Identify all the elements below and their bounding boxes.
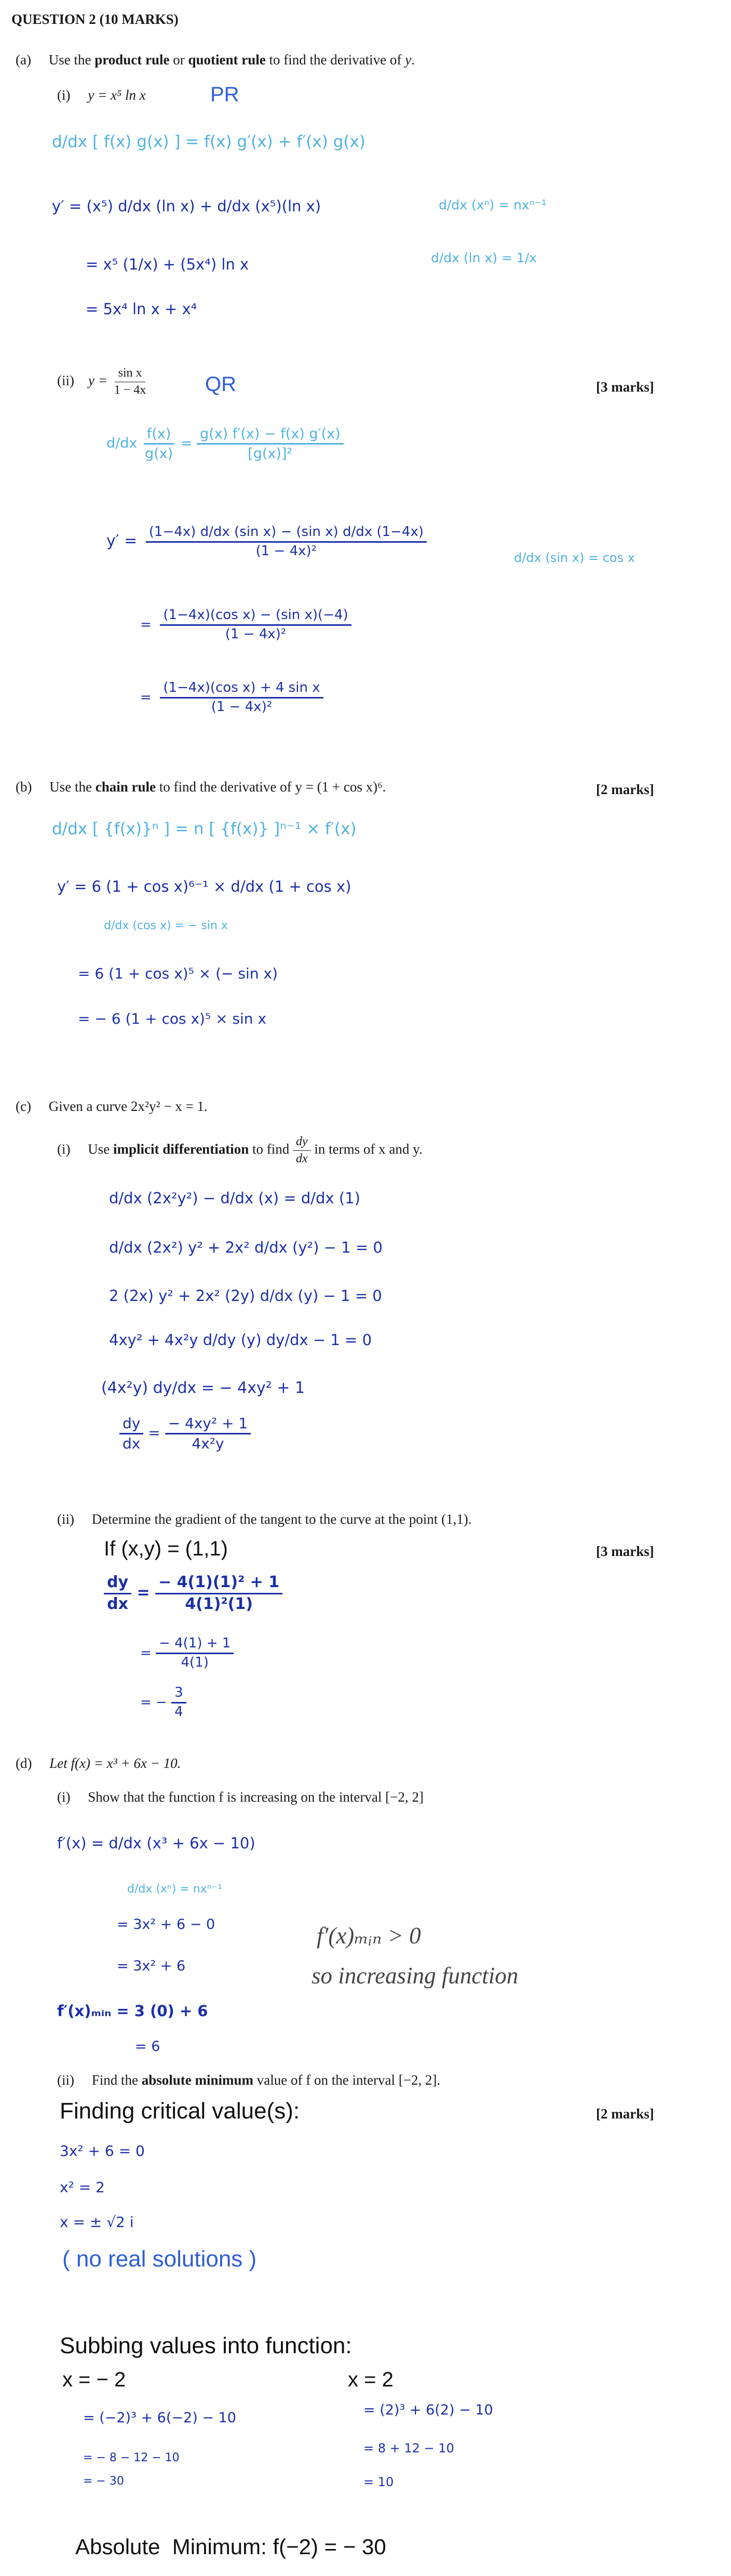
- a-ii-step-2: = $\frac{\text{(1−4x)(cos x) − (sin x)(−4)}}{\text{(1 − 4x)²}}$: [140, 608, 351, 642]
- d-i-conclusion-1: f′(x)ₘᵢₙ > 0: [317, 1923, 421, 1949]
- left-step-1: = (−2)³ + 6(−2) − 10: [83, 2410, 236, 2426]
- d-i-step-4: f′(x)ₘᵢₙ = 3 (0) + 6: [57, 2002, 208, 2020]
- d-i-step-1: f′(x) = d/dx (x³ + 6x − 10): [57, 1834, 255, 1852]
- log-rule-note: d/dx (ln x) = 1/x: [431, 250, 537, 265]
- left-step-2: = − 8 − 12 − 10: [83, 2451, 180, 2464]
- c-ii-step-2: = $\frac{- 4(1) + 1}{4(1)}$: [140, 1636, 234, 1671]
- cos-derivative-note: d/dx (cos x) = − sin x: [104, 919, 228, 932]
- crit-step-1: 3x² + 6 = 0: [60, 2142, 145, 2159]
- left-step-3: = − 30: [83, 2475, 124, 2488]
- page-title: QUESTION 2 (10 MARKS): [11, 11, 179, 27]
- quotient-rule-formula: d/dx $\frac{f(x)}{g(x)}$ = $\frac{g(x) f'(x) - f(x) g'(x)}{\text{[g(x)]²}}$: [106, 426, 344, 462]
- d-i-step-2: = 3x² + 6 − 0: [117, 1916, 215, 1933]
- right-step-1: = (2)³ + 6(2) − 10: [363, 2402, 493, 2418]
- c-ii-given: If (x,y) = (1,1): [104, 1537, 228, 1560]
- left-x-value: x = − 2: [62, 2368, 126, 2391]
- a-i-step-1: y′ = (x⁵) d/dx (ln x) + d/dx (x⁵)(ln x): [52, 197, 321, 215]
- part-b-intro: (b) Use the chain rule to find the derivative of y = (1 + cos x)⁶.: [16, 779, 386, 795]
- right-x-value: x = 2: [348, 2368, 394, 2391]
- b-marks: [2 marks]: [596, 782, 654, 797]
- part-a-ii-question: (ii) y = $\frac{\text{sin x}}{1 - 4x}$: [57, 366, 149, 397]
- c-ii-step-3: = − $\frac{3}{4}$: [140, 1685, 186, 1720]
- d-ii-marks: [2 marks]: [596, 2106, 654, 2122]
- chain-rule-formula: d/dx [ {f(x)}ⁿ ] = n [ {f(x)} ]ⁿ⁻¹ × f′(x): [52, 820, 357, 838]
- part-c-intro: (c) Given a curve 2x²y² − x = 1.: [16, 1098, 208, 1114]
- product-rule-tag: PR: [210, 83, 239, 106]
- a-ii-step-1: y′ = $\frac{\text{(1−4x) d/dx (sin x) − (sin x) d/dx (1−4x)}}{\text{(1 − 4x)²}}$: [106, 525, 427, 559]
- critical-values-heading: Finding critical value(s):: [60, 2098, 300, 2124]
- part-c-ii-question: (ii) Determine the gradient of the tangent to the curve at the point (1,1).: [57, 1511, 472, 1527]
- c-ii-marks: [3 marks]: [596, 1544, 654, 1559]
- part-a-intro: (a) Use the product rule or quotient rule to find the derivative of y.: [16, 52, 415, 68]
- a-ii-question-fraction: $\frac{\text{sin x}}{1 - 4x}$: [114, 366, 146, 397]
- right-step-2: = 8 + 12 − 10: [363, 2441, 454, 2456]
- part-d-ii-question: (ii) Find the absolute minimum value of f on the interval [−2, 2].: [57, 2072, 441, 2088]
- c-i-step-1: d/dx (2x²y²) − d/dx (x) = d/dx (1): [109, 1189, 360, 1207]
- no-real-solutions-note: ( no real solutions ): [62, 2246, 257, 2272]
- c-i-step-2: d/dx (2x²) y² + 2x² d/dx (y²) − 1 = 0: [109, 1239, 383, 1256]
- a-i-step-2: = x⁵ (1/x) + (5x⁴) ln x: [86, 256, 249, 273]
- part-a-i-question: (i) y = x⁵ ln x: [57, 87, 146, 103]
- sin-derivative-note: d/dx (sin x) = cos x: [514, 551, 635, 565]
- part-d-intro: (d) Let f(x) = x³ + 6x − 10.: [16, 1755, 181, 1771]
- b-step-1: y′ = 6 (1 + cos x)⁶⁻¹ × d/dx (1 + cos x): [57, 878, 351, 895]
- d-i-step-3: = 3x² + 6: [117, 1958, 186, 1974]
- d-power-rule-note: d/dx (xⁿ) = nxⁿ⁻¹: [127, 1883, 222, 1896]
- d-i-conclusion-2: so increasing function: [312, 1963, 519, 1989]
- c-i-step-6: $\frac{dy}{dx}$ = $\frac{\text{− 4xy² + 1}}{\text{4x²y}}$: [119, 1415, 251, 1452]
- right-step-3: = 10: [363, 2475, 394, 2489]
- power-rule-note: d/dx (xⁿ) = nxⁿ⁻¹: [439, 197, 547, 212]
- d-i-step-5: = 6: [135, 2038, 160, 2055]
- product-rule-formula: d/dx [ f(x) g(x) ] = f(x) g′(x) + f′(x) g(x): [52, 132, 366, 151]
- c-i-step-4: 4xy² + 4x²y d/dy (y) dy/dx − 1 = 0: [109, 1331, 372, 1349]
- a-i-step-3: = 5x⁴ ln x + x⁴: [86, 300, 197, 318]
- a-ii-marks: [3 marks]: [596, 379, 654, 395]
- subbing-heading: Subbing values into function:: [60, 2333, 352, 2358]
- part-c-i-question: (i) Use implicit differentiation to find $\frac{dy}{dx}$ in terms of x and y.: [57, 1135, 423, 1165]
- c-i-step-3: 2 (2x) y² + 2x² (2y) d/dx (y) − 1 = 0: [109, 1287, 382, 1305]
- b-step-2: = 6 (1 + cos x)⁵ × (− sin x): [78, 965, 278, 982]
- a-ii-step-3: = $\frac{\text{(1−4x)(cos x) + 4 sin x}}{\text{(1 − 4x)²}}$: [140, 680, 323, 715]
- crit-step-3: x = ± √2 i: [60, 2213, 134, 2231]
- crit-step-2: x² = 2: [60, 2179, 105, 2196]
- quotient-rule-tag: QR: [205, 373, 236, 396]
- b-step-3: = − 6 (1 + cos x)⁵ × sin x: [78, 1010, 267, 1027]
- absolute-minimum-answer: Absolute Minimum: f(−2) = − 30: [75, 2534, 386, 2559]
- part-a-label: (a): [16, 52, 31, 68]
- c-ii-step-1: $\frac{dy}{dx}$ = $\frac{\text{− 4(1)(1)² + 1}}{\text{4(1)²(1)}}$: [104, 1574, 282, 1613]
- part-d-i-question: (i) Show that the function f is increasing on the interval [−2, 2]: [57, 1789, 424, 1805]
- c-i-step-5: (4x²y) dy/dx = − 4xy² + 1: [101, 1379, 305, 1397]
